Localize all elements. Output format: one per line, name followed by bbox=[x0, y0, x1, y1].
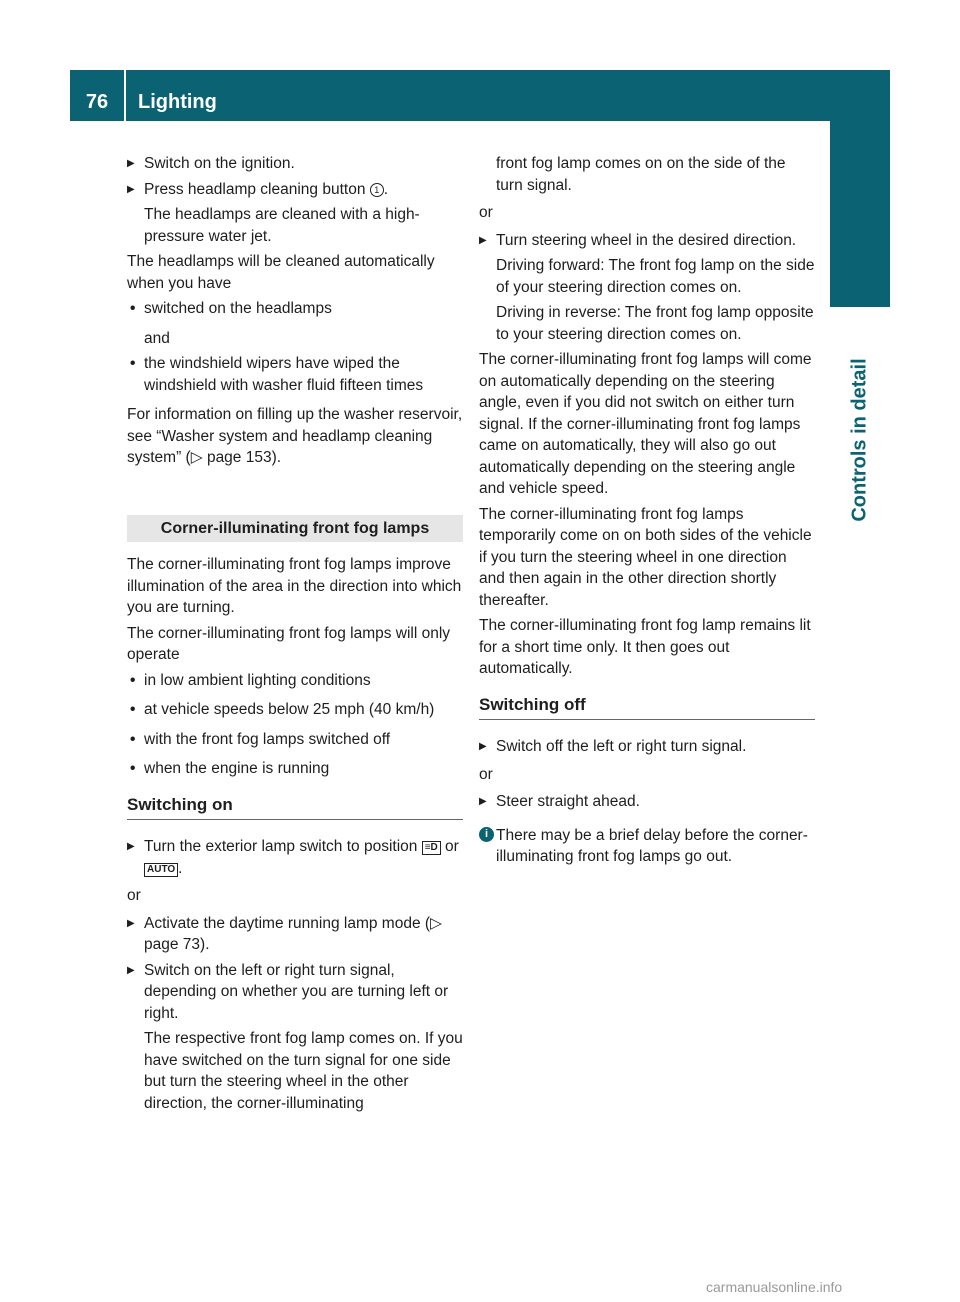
step-result-continued: front fog lamp comes on on the side of the turn signal. bbox=[496, 155, 786, 194]
paragraph-intro: The corner-illuminating front fog lamps improve illumination of the area in the direction into which you are turning. bbox=[127, 556, 462, 616]
watermark-footer: carmanualsonline.info bbox=[706, 1279, 843, 1295]
connector-and: and bbox=[144, 329, 170, 347]
list-item: • switched on the headlamps bbox=[130, 300, 332, 317]
page-title: Lighting bbox=[138, 91, 217, 113]
step-steering: ▶ Turn steering wheel in the desired direction. bbox=[479, 230, 815, 252]
list-item: • the windshield wipers have wiped the windshield with washer fluid fifteen times bbox=[130, 355, 424, 394]
step-turn-signal: ▶ Switch on the left or right turn signal, depending on whether you are turning left or right. bbox=[127, 960, 463, 1025]
step-result-reverse: Driving in reverse: The front fog lamp opposite to your steering direction comes on. bbox=[496, 304, 814, 343]
note-text: There may be a brief delay before the corner-illuminating front fog lamps go out. bbox=[496, 826, 808, 865]
step-turn-signal-off: ▶ Switch off the left or right turn signal. bbox=[479, 736, 815, 758]
step-steer-straight: ▶ Steer straight ahead. bbox=[479, 791, 815, 813]
step-lamp-switch bbox=[127, 836, 463, 879]
step-text-end: . bbox=[178, 859, 183, 877]
list-item: • with the front fog lamps switched off bbox=[130, 730, 391, 748]
paragraph-automatic: The corner-illuminating front fog lamps will come on automatically depending on the steering angle, even if you did not switch on either turn signal. If the corner-illuminating front fog lamps came on automatically, they will also go out automatically depending on the steering angle and vehicle speed. bbox=[479, 351, 812, 497]
list-item: • in low ambient lighting conditions bbox=[130, 671, 371, 689]
paragraph-washer-info: For information on filling up the washer reservoir, see “Washer system and headlamp cleaning system” (▷ page 153). bbox=[127, 406, 463, 466]
step-text: Turn the exterior lamp switch to position bbox=[144, 838, 422, 855]
info-icon: i bbox=[479, 827, 494, 842]
connector-or: or bbox=[479, 204, 493, 221]
paragraph-short-time: The corner-illuminating front fog lamp remains lit for a short time only. It then goes out automatically. bbox=[479, 617, 811, 677]
side-tab-bar bbox=[830, 121, 890, 307]
step-text-end: . bbox=[383, 180, 389, 198]
step-text: Press headlamp cleaning button bbox=[144, 180, 370, 198]
bullet-text: when the engine is running bbox=[144, 760, 330, 777]
subheading-switching-on: Switching on bbox=[127, 794, 463, 821]
paragraph-auto-clean: The headlamps will be cleaned automatically when you have bbox=[127, 253, 435, 292]
paragraph-both-sides: The corner-illuminating front fog lamps temporarily come on on both sides of the vehicle if you turn the steering wheel in one direction and then again in the other direction shortly thereafter. bbox=[479, 505, 812, 609]
step-text-or: or bbox=[440, 838, 459, 855]
section-side-label: Controls in detail bbox=[848, 358, 871, 522]
step-result: The respective front fog lamp comes on. If you have switched on the turn signal for one side but turn the steering wheel in the other direction, the corner-illuminating bbox=[144, 1030, 463, 1112]
auto-light-icon: AUTO bbox=[144, 863, 178, 877]
button-marker-icon: 1 bbox=[370, 183, 384, 197]
info-note bbox=[479, 825, 815, 868]
step-daytime-running: ▶ Activate the daytime running lamp mode (▷ page 73). bbox=[127, 913, 463, 956]
left-column bbox=[127, 153, 463, 1118]
bullet-text: the windshield wipers have wiped the windshield with washer fluid fifteen times bbox=[144, 355, 424, 394]
low-beam-icon: ≡D bbox=[422, 841, 441, 855]
page-number: 76 bbox=[70, 70, 126, 121]
list-item: • when the engine is running bbox=[130, 760, 330, 777]
connector-or: or bbox=[127, 887, 141, 904]
page-header bbox=[70, 70, 890, 121]
step-press-cleaning-button bbox=[127, 179, 463, 201]
step-result: The headlamps are cleaned with a high-pressure water jet. bbox=[144, 206, 420, 245]
right-column bbox=[479, 153, 815, 868]
bullet-text: switched on the headlamps bbox=[144, 300, 332, 317]
bullet-text: with the front fog lamps switched off bbox=[144, 730, 391, 748]
paragraph-conditions: The corner-illuminating front fog lamps will only operate bbox=[127, 624, 451, 663]
step-result-forward: Driving forward: The front fog lamp on the side of your steering direction comes on. bbox=[496, 257, 815, 296]
bullet-text: in low ambient lighting conditions bbox=[144, 671, 371, 689]
subheading-switching-off: Switching off bbox=[479, 694, 815, 721]
bullet-text: at vehicle speeds below 25 mph (40 km/h) bbox=[144, 701, 435, 718]
section-title: Corner-illuminating front fog lamps bbox=[127, 515, 463, 543]
step-ignition: ▶ Switch on the ignition. bbox=[127, 153, 463, 175]
connector-or: or bbox=[479, 765, 493, 783]
list-item: • at vehicle speeds below 25 mph (40 km/h) bbox=[130, 701, 435, 718]
